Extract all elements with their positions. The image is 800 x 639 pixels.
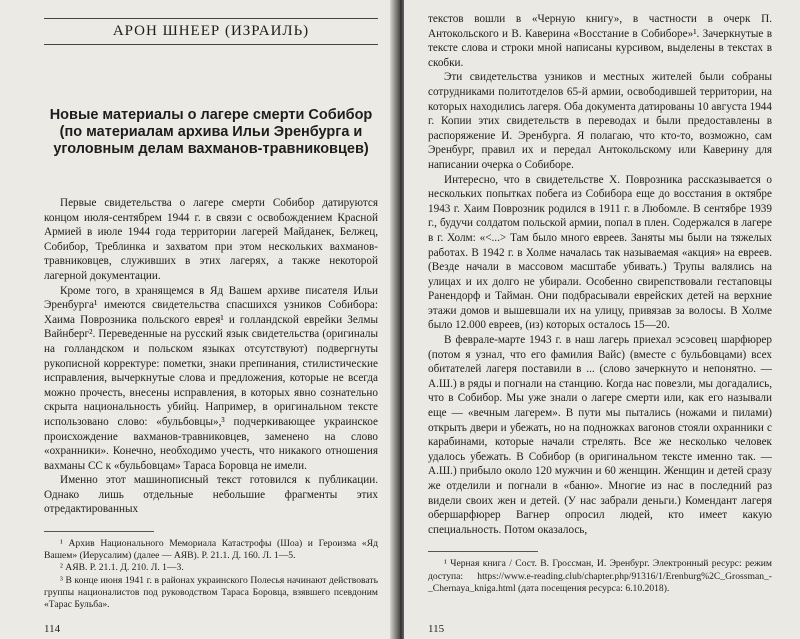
left-page	[0, 0, 396, 639]
body-paragraph: Кроме того, в хранящемся в Яд Вашем архиве писателя Ильи Эренбурга¹ имеются свидетельства спасшихся узников Собибора: Хаима Поврозника польского еврея¹ и голландской еврейки Зелмы Вайнберг². Переведенные на русский язык свидетельства (оригиналы на голландском и польском языках отсутствуют) подвергнуты рукописной корректуре: пометки, знаки препинания, стилистические исправления, вычеркнутые слова и предложения, которые не всегда можно прочесть, внесены исправления, в которых явно сознательно скрыта национальность убийц. Например, в оригинальном тексте использовано слово: «бульбовцы»,³ подчеркивающее украинское происхождение вахманов-травниковцев, заменено на слово «охранники». Конечно, необходимо учесть, что никакого отношения вахманы СС к «бульбовцам» Тараса Боровца не имели.	[44, 284, 378, 472]
footnote: ³ В конце июня 1941 г. в районах украинского Полесья начинают действовать группы националистов под руководством Тараса Боровца, взявшего псевдоним «Тарас Бульба».	[44, 574, 378, 611]
footnote: ² АЯВ. Р. 21.1. Д. 210. Л. 1—3.	[60, 562, 184, 574]
footnote-divider	[428, 551, 538, 552]
body-paragraph: текстов вошли в «Черную книгу», в частности в очерк П. Антокольского и В. Каверина «Восстание в Собиборе»¹. Зачеркнутые в тексте слова и строки мной написаны курсивом, выделены в текстах в скобки.	[428, 13, 772, 69]
right-page	[404, 0, 800, 639]
body-paragraph: Интересно, что в свидетельстве Х. Поврозника рассказывается о нескольких попытках побега из Собибора еще до восстания в октябре 1943 г. Хаим Поврозник родился в 1911 г. в Любомле. В сентябре 1939 г., будучи солдатом польской армии, попал в плен. Содержался в лагере в г. Холм: «<...> Там было много евреев. Заняты мы были на тяжелых работах. В 1942 г. в Холме началась так называемая «акция» на евреев. (Везде начали в массовом масштабе убивать.) Трупы валялись на улицах и их долго не убирали. Особенно свирепствовали гестаповцы Ранендорф и Тайман. Они подбрасывали еврейских детей на верхние этажи домов и вышевшали их на улицу, привязав за волосы. В Холме было 12.000 евреев, (из) которых осталось 15—20.	[428, 173, 772, 332]
body-paragraph: Эти свидетельства узников и местных жителей были собраны сотрудниками политотделов 65-й армии, освободившей территории, на которых находились лагеря. Оба документа датированы 10 августа 1944 г. Копии этих свидетельств в переводах и были предоставлены в распоряжение И. Эренбурга. Я полагаю, что кто-то, возможно, сам Эренбург, правил их и передал Антокольскому или Каверину для написании очерка о Собиборе.	[428, 71, 772, 171]
body-paragraph: Первые свидетельства о лагере смерти Собибор датируются концом июля-сентябрем 1944 г. в связи с освобождением Красной Армией в июле 1944 года территории лагерей Майданек, Белжец, Собибор, Треблинка и захватом при этом нескольких вахманов-травниковцев, служивших в этих лагерях, а также некоторой лагерной документации.	[44, 197, 378, 282]
page-number: 114	[44, 623, 61, 635]
footnote: ¹ Архив Национального Мемориала Катастрофы (Шоа) и Героизма «Яд Вашем» (Иерусалим) (далее — АЯВ). Р. 21.1. Д. 160. Л. 1—5.	[44, 538, 378, 562]
page-number: 115	[428, 623, 445, 635]
footnote: ¹ Черная книга / Сост. В. Гроссман, И. Эренбург. Электронный ресурс: режим доступа: https://www.e-reading.club/chapter.php/91316/1/Erenburg%2C_Grossman_-_Chernaya_kniga.html (дата посещения ресурса: 6.10.2018).	[428, 558, 772, 594]
running-header: АРОН ШНЕЕР (ИЗРАИЛЬ)	[44, 18, 378, 45]
body-paragraph: Именно этот машинописный текст готовился к публикации. Однако лишь отдельные небольшие фрагменты этих отредактированных	[44, 474, 378, 516]
chapter-title: Новые материалы о лагере смерти Собибор (по материалам архива Ильи Эренбурга и уголовным делам вахманов-травниковцев)	[49, 107, 373, 157]
footnote-divider	[44, 531, 154, 532]
body-paragraph: В феврале-марте 1943 г. в наш лагерь приехал эсэсовец шарфюрер (потом я узнал, что его фамилия Вайс) (вместе с бульбовцами) всех обитателей лагеря поставили в ... (слово зачеркнуто и непонятно. — А.Ш.) в ряды и погнали на станцию. Когда нас повезли, мы догадались, что в Собибор. Мы уже знали о лагере смерти или, как его называли еще — «вечным лагерем». В пути мы пытались (ножами и пилами) открыть двери и убежать, но на подножках вагонов стояли охранники с карабинами, которые начали стрелять. Все же несколько человек удалось убежать. В Собибор (в оригинальном тексте именно так. — А.Ш.) прибыло около 120 мужчин и 60 женщин. Женщин и детей сразу же отделили и погнали в «баню». Многие из нас в последний раз видели своих жен и детей. (У нас забрали деньги.) Комендант лагеря обершарфюрер Вагнер опросил людей, кто имеет какую специальность. Потом оказалось,	[428, 334, 772, 536]
